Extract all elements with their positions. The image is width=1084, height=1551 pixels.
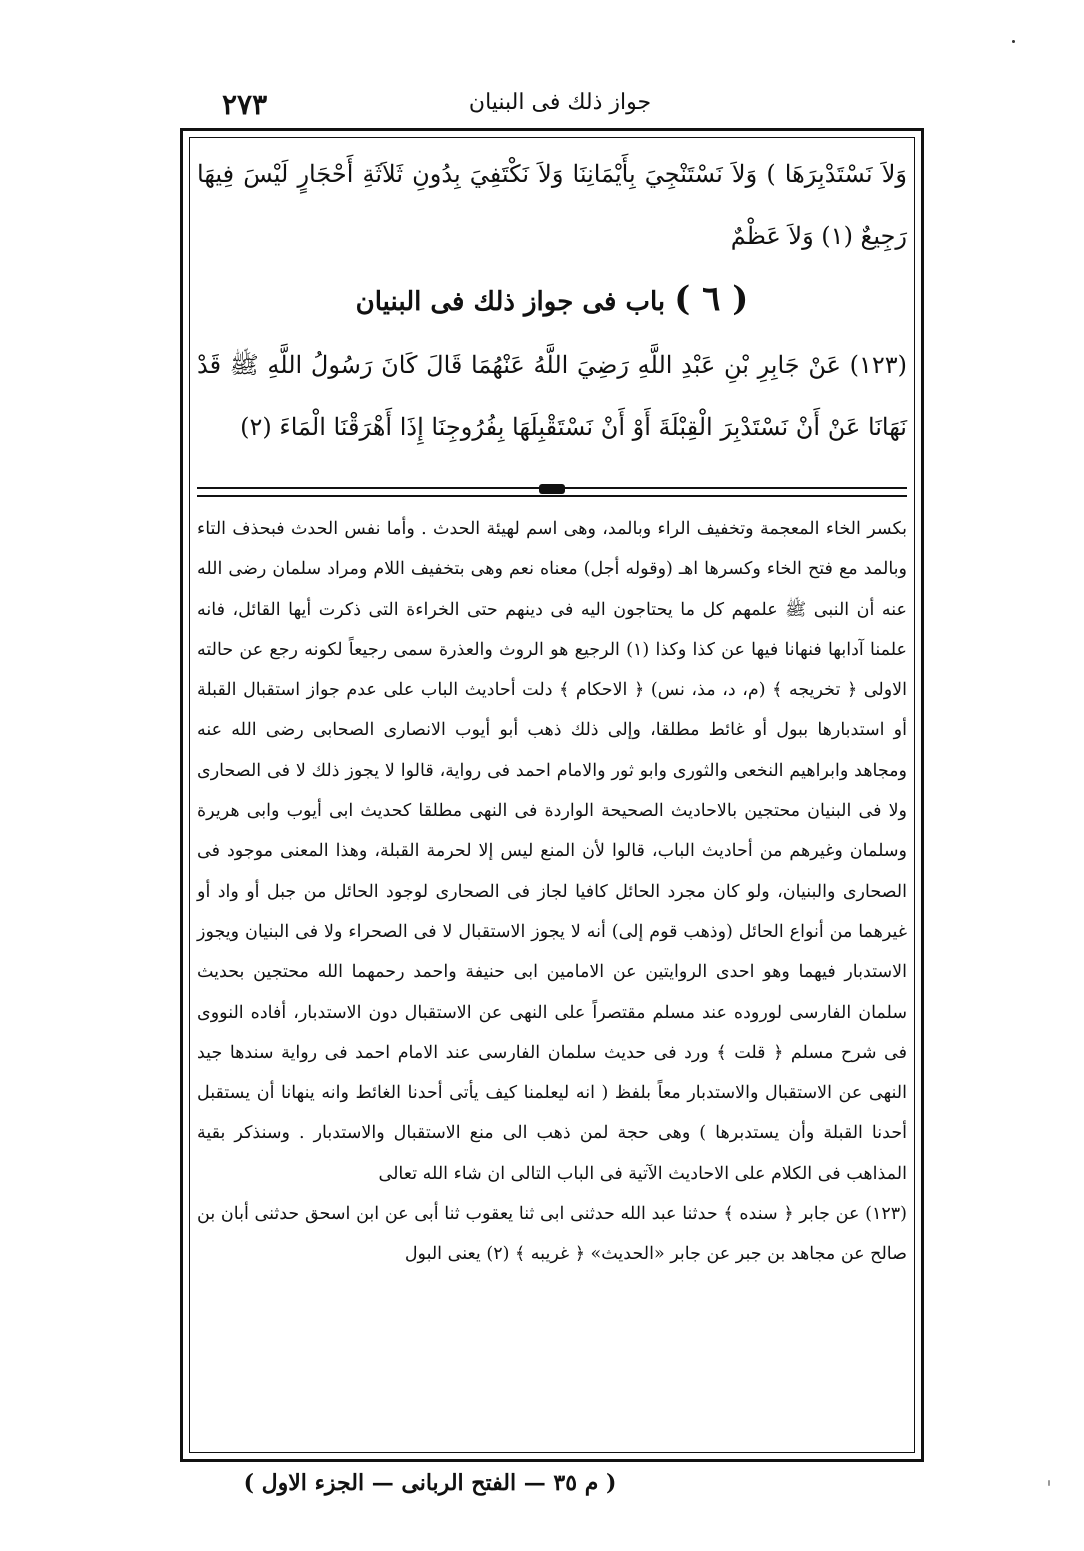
commentary-paragraph: بكسر الخاء المعجمة وتخفيف الراء وبالمد، وهى اسم لهيئة الحدث . وأما نفس الحدث فبحذف التاء وبالمد مع فتح الخاء وكسرها اهـ (وقوله أجل) معناه نعم وهى بتخفيف اللام ومراد سلمان رضى الله عنه أن النبى ﷺ علمهم كل ما يحتاجون اليه فى دينهم حتى الخراءة التى ذكرت أيها القائل، فانه علمنا آدابها فنهانا فيها عن كذا وكذا (١) الرجيع هو الروث والعذرة سمى رجيعاً لكونه رجع عن حالته الاولى ﴿ تخريجه ﴾ (م، د، مذ، نس) ﴿ الاحكام ﴾ دلت أحاديث الباب على عدم جواز استقبال القبلة أو استدبارها ببول أو غائط مطلقا، وإلى ذلك ذهب أبو أيوب الانصارى الصحابى رضى الله عنه ومجاهد وابراهيم النخعى والثورى وابو ثور والامام احمد فى رواية، قالوا لا يجوز ذلك لا فى الصحارى ولا فى البنيان محتجين بالاحاديث الصحيحة الواردة فى النهى مطلقا كحديث ابى أيوب وابى هريرة وسلمان وغيرهم من أحاديث الباب، قالوا لأن المنع ليس إلا لحرمة القبلة، وهذا المعنى موجود فى الصحارى والبنيان، ولو كان مجرد الحائل كافيا لجاز فى الصحارى لوجود الحائل من جبل أو واد أو غيرهما من أنواع الحائل (وذهب قوم إلى) أنه لا يجوز الاستقبال لا فى الصحراء ولا فى البنيان ويجوز الاستدبار فيهما وهو احدى الروايتين عن الامامين ابى حنيفة واحمد رحمهما الله محتجين بحديث سلمان الفارسى لوروده عند مسلم مقتصراً على النهى عن الاستقبال دون الاستدبار، أفاده النووى فى شرح مسلم ﴿ قلت ﴾ ورد فى حديث سلمان الفارسى عند الامام احمد فى رواية سندها جيد النهى عن الاستقبال والاستدبار معاً بلفظ ( انه ليعلمنا كيف يأتى أحدنا الغائط وانه ينهانا أن يستقبل أحدنا القبلة وأن يستدبرها ) وهى حجة لمن ذهب الى منع الاستقبال والاستدبار . وسنذكر بقية المذاهب فى الكلام على الاحاديث الآتية فى الباب التالى ان شاء الله تعالى [197, 519, 907, 1184]
running-header: جواز ذلك فى البنيان [468, 90, 652, 115]
separator-ornament [539, 484, 565, 494]
commentary-paragraph: (١٢٣) عن جابر ﴿ سنده ﴾ حدثنا عبد الله حدثنى ابى ثنا يعقوب ثنا أبى عن ابن اسحق حدثنى أبان بن صالح عن مجاهد بن جبر عن جابر «الحديث» ﴿ غريبه ﴾ (٢) يعنى البول [197, 1204, 907, 1265]
separator-rule [197, 487, 907, 497]
chapter-title: باب فى جواز ذلك فى البنيان [355, 287, 666, 317]
chapter-heading [197, 267, 907, 334]
chapter-number: ( ٦ ) [674, 279, 749, 319]
main-text [197, 143, 907, 458]
page-number: ٢٧٣ [222, 88, 268, 121]
hadith-text: (١٢٣) عَنْ جَابِرِ بْنِ عَبْدِ اللَّهِ رَضِيَ اللَّهُ عَنْهُمَا قَالَ كَانَ رَسُولُ اللَّهِ ﷺ قَدْ نَهَانَا عَنْ أَنْ نَسْتَدْبِرَ الْقِبْلَةَ أَوْ أَنْ نَسْتَقْبِلَهَا بِفُرُوجِنَا إِذَا أَهْرَقْنَا الْمَاءَ (٢) [197, 351, 907, 441]
commentary [197, 509, 907, 1275]
matn-opening: وَلاَ نَسْتَدْبِرَهَا ) وَلاَ نَسْتَنْجِيَ بِأَيْمَانِنَا وَلاَ نَكْتَفِيَ بِدُونِ ثَلاَثَةِ أَحْجَارٍ لَيْسَ فِيهَا رَجِيعٌ (١) وَلاَ عَظْمٌ [197, 160, 907, 250]
text-frame [180, 128, 924, 1462]
page-footer: ( م ٣٥ — الفتح الربانى — الجزء الاول ) [243, 1470, 617, 1496]
scan-speck [1012, 40, 1015, 43]
scan-speck [1048, 1480, 1050, 1486]
